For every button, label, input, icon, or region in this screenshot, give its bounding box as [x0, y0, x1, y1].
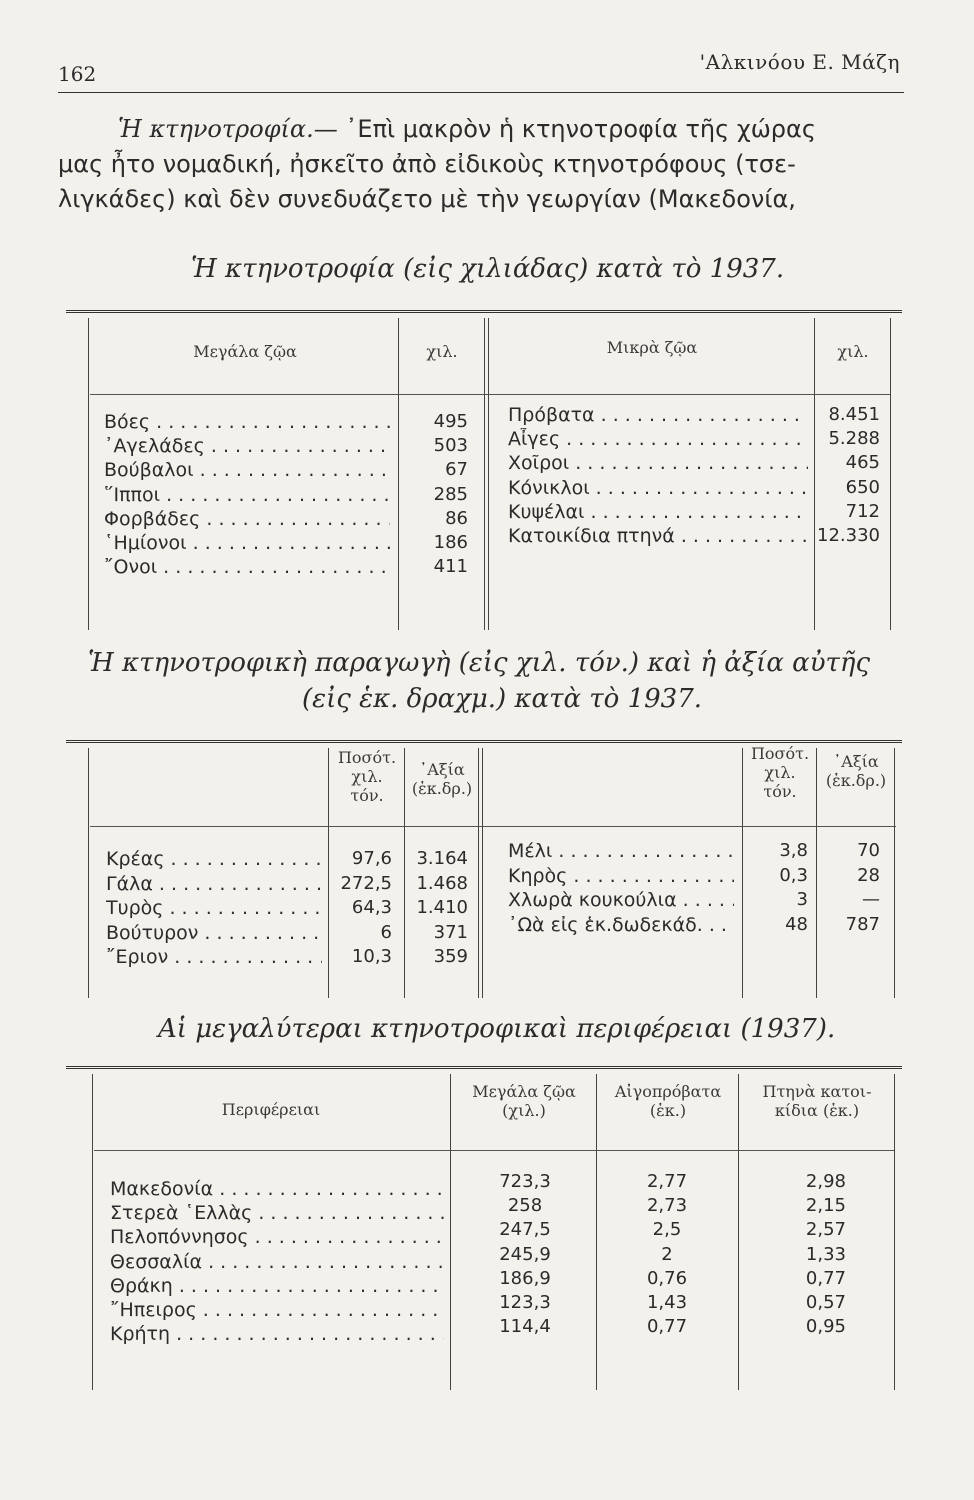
running-title: 'Αλκινόου Ε. Μάζη: [699, 50, 900, 74]
small-animal-value: 465: [845, 452, 880, 474]
poultry-header-line-b: κίδια (ἑκ.): [774, 1101, 860, 1120]
poultry-header-line-a: Πτηνὰ κατοι-: [762, 1082, 872, 1101]
table2-left-border: [88, 748, 89, 998]
page-number: 162: [58, 62, 97, 86]
region-name: Θεσσαλία . . .: [110, 1251, 444, 1273]
table2-col-divider-4: [742, 748, 743, 998]
table3-header-poultry: [740, 1082, 894, 1120]
table1-header-rule: [90, 394, 890, 395]
small-animal-value: 5.288: [828, 428, 880, 450]
table3-title: Αἱ μεγαλύτεραι κτηνοτροφικαὶ περιφέρειαι (1937).: [158, 1014, 836, 1044]
product-quantity: 10,3: [351, 946, 392, 968]
large-animal-name: Βούβαλοι . . .: [104, 459, 390, 481]
small-animal-name: Χοῖροι . . .: [508, 452, 808, 474]
large-header-line-b: (χιλ.): [502, 1101, 546, 1120]
body-paragraph: [58, 112, 904, 217]
product-name: Κηρὸς . . .: [508, 865, 734, 887]
table1-col-divider-3: [814, 318, 815, 630]
small-animal-value: 712: [845, 500, 880, 522]
table3-header-large: [452, 1082, 596, 1120]
product-value: 1.410: [416, 897, 468, 919]
table2-col-divider-3: [478, 748, 479, 998]
product-value: 3.164: [416, 848, 468, 869]
table2-right-border: [894, 748, 895, 998]
small-animal-name: Κατοικίδια πτηνά . . .: [508, 525, 808, 547]
large-animal-name: ῞Ιπποι . . .: [104, 484, 390, 506]
table3-right-border: [894, 1074, 895, 1390]
product-name: Βούτυρον . . .: [106, 922, 322, 944]
table2-header-rule: [90, 826, 896, 827]
product-name: Κρέας . . .: [106, 848, 322, 870]
product-quantity: 272,5: [340, 872, 392, 894]
product-name: Χλωρὰ κουκούλια . . .: [508, 889, 734, 911]
paragraph-line-3: λιγκάδες) καὶ δὲν συνεδυάζετο μὲ τὴν γεωργίαν (Μακεδονία,: [58, 185, 796, 213]
large-animal-name: Φορβάδες . . .: [104, 508, 390, 530]
region-goats-sheep: 2,77: [646, 1171, 688, 1192]
table3-col-divider-3: [738, 1074, 739, 1390]
product-name: ῎Εριον . . .: [106, 946, 322, 968]
region-goats-sheep: 2,5: [652, 1219, 682, 1241]
region-large-animals: 247,5: [499, 1219, 551, 1241]
table2-header-val-left: [406, 760, 478, 798]
region-goats-sheep: 2,73: [646, 1195, 688, 1217]
table1-col-divider-1: [398, 318, 399, 630]
qty-header-line-a: Ποσότ.: [337, 748, 397, 767]
region-goats-sheep: 1,43: [646, 1292, 688, 1313]
val-header-line-a: ᾿Αξία: [419, 760, 465, 779]
small-animal-name: Κόνικλοι . . .: [508, 477, 808, 499]
table2-col-divider-1: [328, 748, 329, 998]
large-animal-value: 503: [433, 435, 468, 457]
product-value: 28: [857, 864, 880, 886]
large-animal-value: 495: [433, 411, 468, 432]
table2-title-line2: (εἰς ἑκ. δραχμ.) κατὰ τὸ 1937.: [302, 684, 703, 714]
table1-left-border: [88, 318, 89, 630]
paragraph-line-1-text: ᾿Επὶ μακρὸν ἡ κτηνοτροφία τῆς χώρας: [345, 115, 816, 143]
large-animal-name: ᾿Αγελάδες . . .: [104, 435, 390, 457]
paragraph-lead: Ἡ κτηνοτροφία.—: [118, 115, 338, 143]
region-name: Πελοπόννησος . . .: [110, 1226, 444, 1248]
table1-header-large: Μεγάλα ζῷα: [193, 342, 297, 361]
table1-header-unit2: χιλ.: [837, 342, 869, 361]
region-poultry: 2,15: [805, 1195, 846, 1217]
table3-col-divider-1: [450, 1074, 451, 1390]
val-header-line-a: ᾿Αξία: [833, 752, 879, 771]
table3-header-region: Περιφέρειαι: [221, 1100, 321, 1119]
product-quantity: 6: [380, 921, 392, 943]
table2-col-divider-3b: [482, 748, 483, 998]
table3-left-border: [92, 1074, 93, 1390]
table2-title-line1: Ἡ κτηνοτροφικὴ παραγωγὴ (εἰς χιλ. τόν.) καὶ ἡ ἀξία αὐτῆς: [88, 648, 871, 678]
header-rule: [58, 92, 904, 93]
region-large-animals: 258: [507, 1195, 543, 1217]
region-name: Κρήτη . . .: [110, 1323, 444, 1345]
large-animal-name: ῎Ονοι . . .: [104, 556, 390, 578]
region-name: Στερεὰ ῾Ελλὰς . . .: [110, 1202, 444, 1224]
val-header-line-b: (ἑκ.δρ.): [411, 779, 473, 798]
region-poultry: 1,33: [805, 1243, 846, 1265]
product-quantity: 0,3: [779, 864, 808, 886]
product-value: 371: [433, 921, 468, 943]
large-animal-name: Βόες . . .: [104, 411, 390, 433]
product-value: 787: [845, 913, 880, 935]
small-animal-value: 8.451: [828, 404, 880, 425]
small-animal-value: 12.330: [817, 525, 880, 546]
large-animal-value: 67: [445, 459, 468, 481]
region-large-animals: 245,9: [499, 1243, 551, 1265]
table1-header-unit1: χιλ.: [426, 342, 458, 361]
qty-header-line-c: τόν.: [763, 782, 797, 801]
region-goats-sheep: 0,76: [646, 1267, 688, 1289]
region-poultry: 0,57: [805, 1292, 846, 1313]
product-quantity: 3,8: [779, 840, 808, 861]
qty-header-line-b: χιλ.: [764, 763, 796, 782]
goats-header-line-a: Αἰγοπρόβατα: [614, 1082, 722, 1101]
region-large-animals: 723,3: [499, 1171, 551, 1192]
large-animal-value: 86: [445, 507, 468, 529]
product-name: Μέλι . . .: [508, 840, 734, 862]
large-animal-value: 186: [433, 532, 468, 553]
product-value: 1.468: [416, 872, 468, 894]
table1-col-divider-2: [484, 318, 485, 630]
table3-header-goats: [598, 1082, 738, 1120]
region-large-animals: 114,4: [499, 1316, 551, 1338]
table2-header-qty-right: [744, 744, 816, 801]
product-quantity: 3: [796, 889, 808, 911]
product-name: Τυρὸς . . .: [106, 897, 322, 919]
table1-right-border: [890, 318, 891, 630]
table2-header-val-right: [818, 752, 894, 790]
table1-col-divider-2b: [488, 318, 489, 630]
small-animal-name: Αἶγες . . .: [508, 428, 808, 450]
small-animal-name: Κυψέλαι . . .: [508, 501, 808, 523]
table3-col-divider-2: [596, 1074, 597, 1390]
region-large-animals: 186,9: [499, 1267, 551, 1289]
table3-header-rule: [94, 1150, 894, 1151]
table1-header-small: Μικρὰ ζῷα: [606, 338, 698, 357]
product-quantity: 97,6: [351, 848, 392, 869]
goats-header-line-b: (ἑκ.): [649, 1101, 687, 1120]
region-name: Μακεδονία . . .: [110, 1178, 444, 1200]
qty-header-line-c: τόν.: [350, 786, 384, 805]
val-header-line-b: (ἑκ.δρ.): [825, 771, 887, 790]
table2-col-divider-2: [404, 748, 405, 998]
region-goats-sheep: 0,77: [646, 1316, 688, 1338]
region-name: Θράκη . . .: [110, 1275, 444, 1297]
product-name: Γάλα . . .: [106, 873, 322, 895]
large-animal-name: ῾Ημίονοι . . .: [104, 532, 390, 554]
region-poultry: 0,95: [805, 1316, 846, 1338]
table2-top-rule: [66, 740, 902, 743]
large-header-line-a: Μεγάλα ζῷα: [472, 1082, 576, 1101]
region-name: ῎Ηπειρος . . .: [110, 1299, 444, 1321]
product-quantity: 48: [785, 913, 808, 935]
large-animal-value: 285: [433, 483, 468, 505]
table2-col-divider-5: [816, 748, 817, 998]
region-poultry: 2,57: [805, 1219, 846, 1241]
paragraph-line-2: μας ἦτο νομαδική, ἠσκεῖτο ἀπὸ εἰδικοὺς κτηνοτρόφους (τσε-: [58, 150, 796, 178]
region-goats-sheep: 2: [661, 1243, 673, 1265]
qty-header-line-b: χιλ.: [351, 767, 383, 786]
product-quantity: 64,3: [351, 897, 392, 919]
region-poultry: 2,98: [805, 1171, 846, 1192]
table2-header-qty-left: [330, 748, 404, 805]
large-animal-value: 411: [433, 556, 468, 578]
product-name: ᾿Ωὰ εἰς ἑκ.δωδεκάδ. . . .: [508, 914, 734, 936]
region-poultry: 0,77: [805, 1267, 846, 1289]
table1-title: Ἡ κτηνοτροφία (εἰς χιλιάδας) κατὰ τὸ 1937.: [191, 254, 785, 284]
qty-header-line-a: Ποσότ.: [750, 744, 810, 763]
table1-top-rule: [66, 310, 902, 313]
paragraph-line-1: [58, 112, 904, 147]
small-animal-name: Πρόβατα . . .: [508, 404, 808, 426]
table3-top-rule: [66, 1066, 902, 1069]
product-value: 359: [433, 946, 468, 968]
product-value: —: [862, 889, 880, 911]
small-animal-value: 650: [845, 476, 880, 498]
product-value: 70: [857, 840, 880, 861]
region-large-animals: 123,3: [499, 1292, 551, 1313]
